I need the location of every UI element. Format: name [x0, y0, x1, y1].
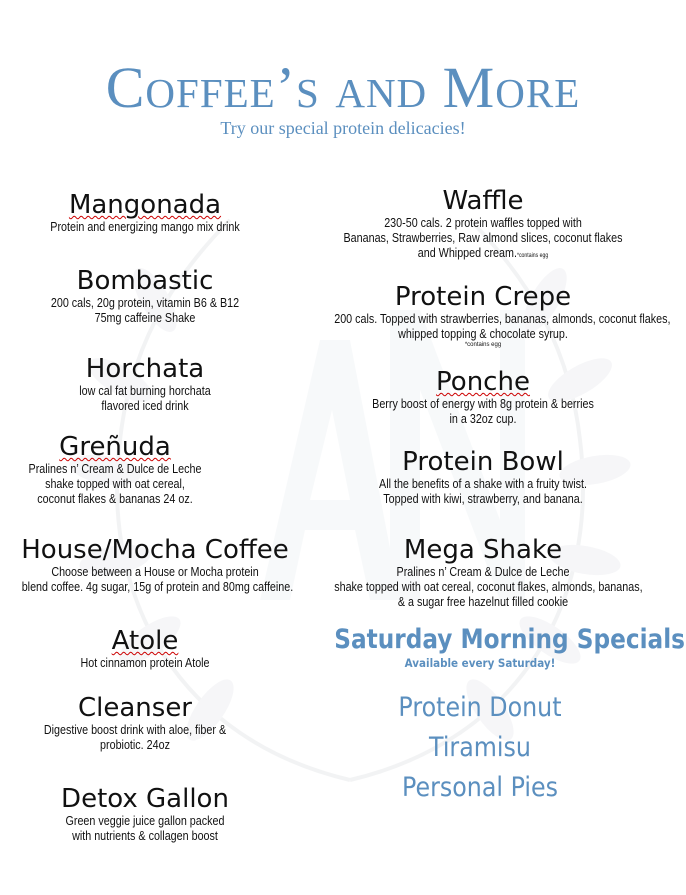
- menu-item-house-mocha-coffee: [0, 535, 310, 595]
- item-desc: blend coffee. 4g sugar, 15g of protein and 80mg caffeine.: [21, 580, 294, 594]
- item-desc: coconut flakes & bananas 24 oz.: [37, 492, 193, 506]
- menu-item-waffle: [320, 186, 646, 261]
- item-name: Mega Shake: [403, 535, 563, 565]
- item-desc: Pralines n’ Cream & Dulce de Leche: [396, 565, 570, 579]
- item-desc: 200 cals. Topped with strawberries, bananas, almonds, coconut flakes,: [334, 312, 671, 326]
- page-title: Coffee’s and More: [105, 55, 581, 120]
- item-name: Greñuda: [59, 432, 171, 462]
- menu-item-detox-gallon: [20, 784, 270, 844]
- item-name: Ponche: [436, 367, 530, 397]
- item-note: *contains egg: [516, 253, 549, 259]
- menu-item-mega-shake: [310, 535, 656, 610]
- item-name: Horchata: [85, 354, 205, 384]
- special-item: Personal Pies: [402, 772, 558, 803]
- menu-item-horchata: [20, 354, 270, 414]
- item-desc: with nutrients & collagen boost: [72, 829, 218, 843]
- item-desc: 230-50 cals. 2 protein waffles topped with: [384, 216, 582, 230]
- item-name: Protein Crepe: [394, 282, 572, 312]
- item-desc: shake topped with oat cereal,: [45, 477, 185, 491]
- item-desc: Pralines n’ Cream & Dulce de Leche: [28, 462, 202, 476]
- item-name: Bombastic: [76, 266, 214, 296]
- saturday-specials-title: Saturday Morning Specials: [334, 624, 685, 655]
- item-desc: and Whipped cream.: [417, 246, 517, 260]
- item-desc: flavored iced drink: [101, 399, 189, 413]
- item-desc: Berry boost of energy with 8g protein & berries: [372, 397, 594, 411]
- item-note: *contains egg: [464, 342, 502, 348]
- item-desc: & a sugar free hazelnut filled cookie: [397, 595, 569, 609]
- menu-item-bombastic: [20, 266, 270, 326]
- item-desc: Protein and energizing mango mix drink: [50, 220, 240, 234]
- item-name: Atole: [111, 626, 179, 656]
- item-name: Mangonada: [68, 190, 222, 220]
- menu-item-protein-crepe: [310, 282, 671, 349]
- menu-item-mangonada: [20, 190, 270, 235]
- item-desc: low cal fat burning horchata: [79, 384, 211, 398]
- page-subtitle: Try our special protein delicacies!: [220, 118, 466, 138]
- item-desc: shake topped with oat cereal, coconut flakes, almonds, bananas,: [334, 580, 643, 594]
- item-name: Protein Bowl: [402, 447, 564, 477]
- item-name: Waffle: [442, 186, 524, 216]
- item-name: Cleanser: [77, 693, 193, 723]
- menu-item-grenuda: [0, 432, 230, 507]
- item-desc: Choose between a House or Mocha protein: [51, 565, 259, 579]
- menu-item-cleanser: [10, 693, 260, 753]
- item-desc: Hot cinnamon protein Atole: [80, 656, 210, 670]
- item-desc: 200 cals, 20g protein, vitamin B6 & B12: [50, 296, 240, 310]
- item-desc: Digestive boost drink with aloe, fiber &: [43, 723, 227, 737]
- item-desc: in a 32oz cup.: [449, 412, 517, 426]
- item-desc: Green veggie juice gallon packed: [65, 814, 225, 828]
- item-desc: probiotic. 24oz: [100, 738, 170, 752]
- saturday-specials-subtitle: Available every Saturday!: [404, 656, 556, 670]
- item-desc: 75mg caffeine Shake: [94, 311, 196, 325]
- item-desc: whipped topping & chocolate syrup.: [398, 327, 568, 341]
- menu-item-atole: [20, 626, 270, 671]
- item-name: House/Mocha Coffee: [21, 535, 289, 565]
- item-desc: Topped with kiwi, strawberry, and banana.: [383, 492, 583, 506]
- item-desc: Bananas, Strawberries, Raw almond slices, coconut flakes: [343, 231, 623, 245]
- special-item: Tiramisu: [429, 732, 531, 763]
- menu-item-ponche: [320, 367, 646, 427]
- item-desc: All the benefits of a shake with a fruity twist.: [379, 477, 587, 491]
- special-item: Protein Donut: [398, 692, 562, 723]
- menu-item-protein-bowl: [320, 447, 646, 507]
- item-name: Detox Gallon: [61, 784, 229, 814]
